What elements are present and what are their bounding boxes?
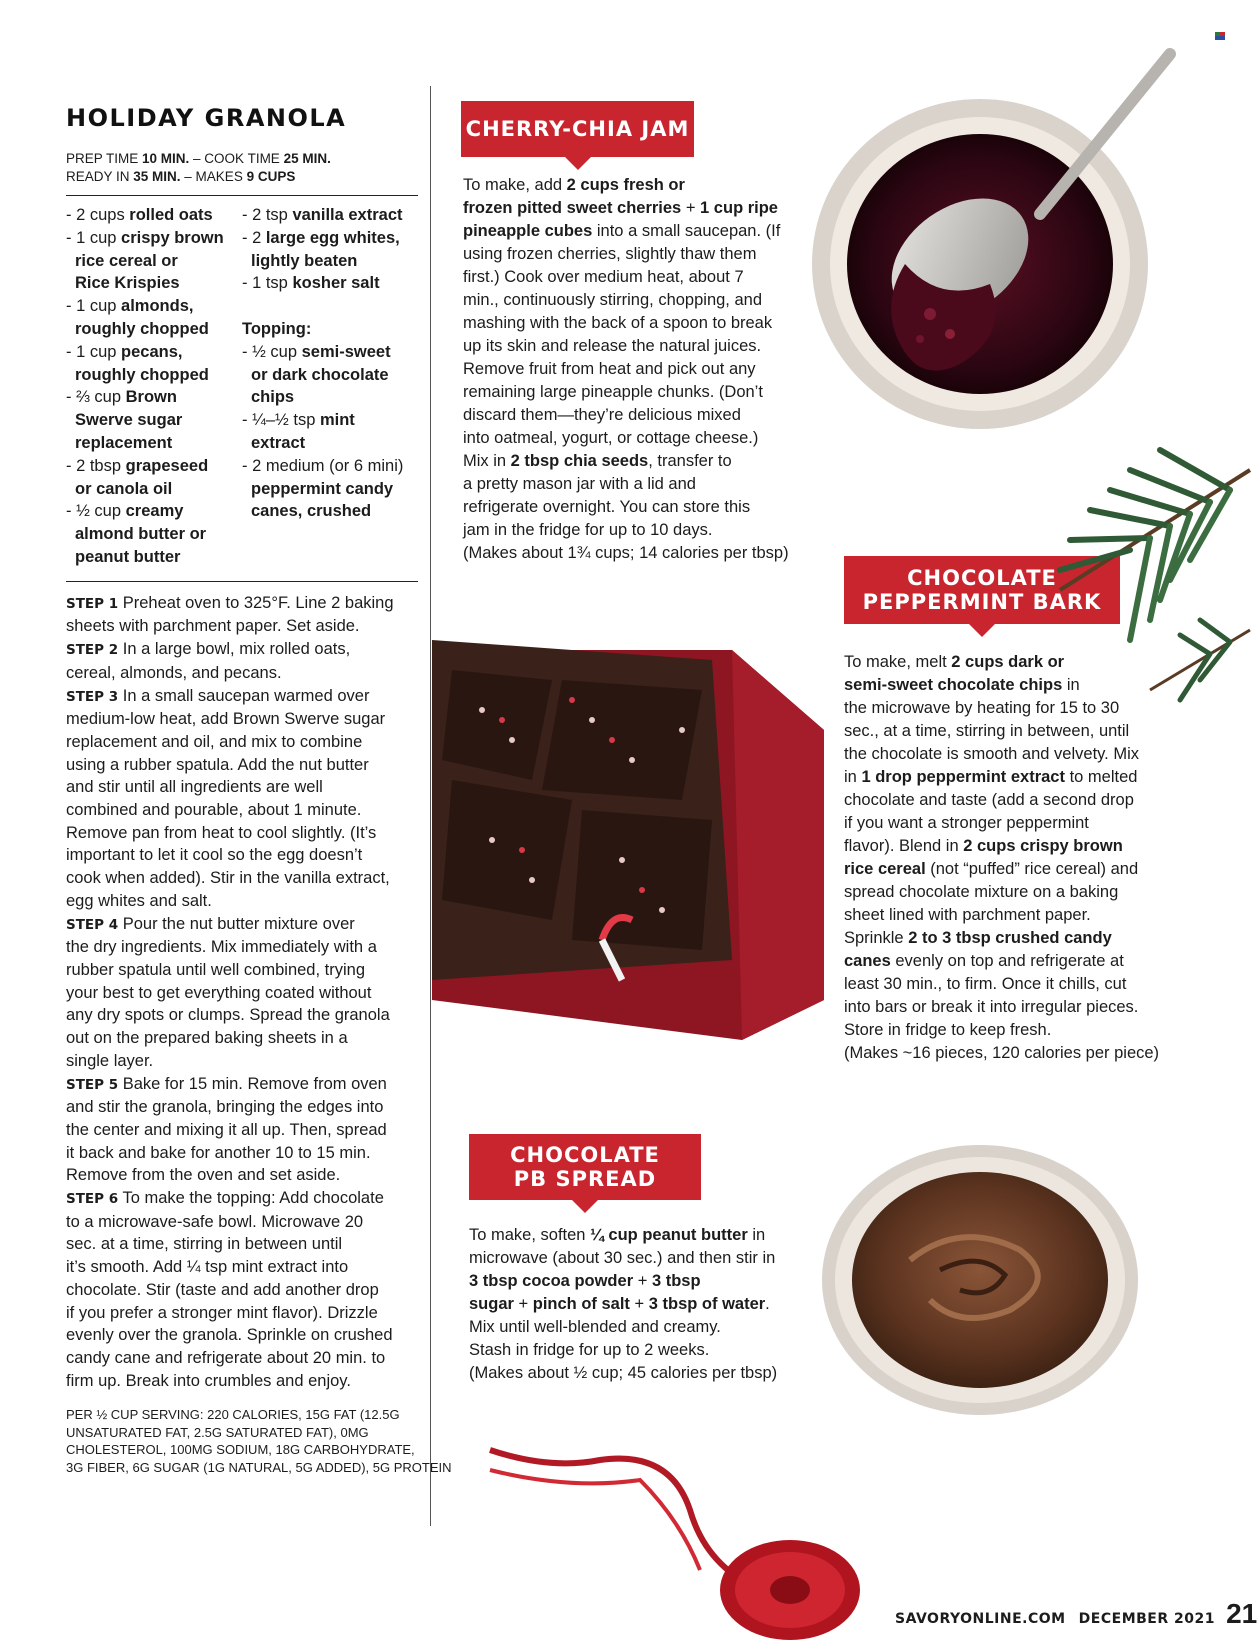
text-run: 3 tbsp of water xyxy=(648,1295,766,1313)
text-run: canes, crushed xyxy=(251,502,372,521)
body-line xyxy=(463,266,789,289)
ingredient-line xyxy=(242,341,418,364)
step-line xyxy=(66,1142,418,1165)
ingredient-line xyxy=(66,272,242,295)
body-line xyxy=(463,519,789,542)
text-run: 10 MIN. xyxy=(142,151,190,166)
site-url: SAVORYONLINE.COM xyxy=(895,1611,1066,1627)
text-run: discard them—they’re delicious mixed xyxy=(463,406,741,424)
text-run: To make, melt xyxy=(844,653,952,671)
ingredient-line xyxy=(66,432,242,455)
meta-line xyxy=(66,168,418,186)
step-text: and stir until all ingredients are well xyxy=(66,778,323,797)
text-run: a pretty mason jar with a lid and xyxy=(463,475,696,493)
text-run: least 30 min., to firm. Once it chills, cut xyxy=(844,975,1127,993)
text-run: chocolate and taste (add a second drop xyxy=(844,791,1134,809)
step-line xyxy=(66,1370,418,1393)
text-run: creamy xyxy=(125,502,184,521)
chocolate-pb-spread-jar-image xyxy=(820,1140,1180,1440)
step-line xyxy=(66,867,418,890)
cherry-chia-jam-text xyxy=(463,174,789,565)
text-run: - 2 medium (or 6 mini) xyxy=(242,456,404,475)
step-line xyxy=(66,1187,418,1211)
text-run: or dark chocolate xyxy=(251,365,389,384)
text-run: into bars or break it into irregular pieces. xyxy=(844,998,1139,1016)
step-text: medium-low heat, add Brown Swerve sugar xyxy=(66,710,386,729)
body-line xyxy=(469,1224,777,1247)
text-run: Brown xyxy=(125,388,177,407)
step-label: STEP 6 xyxy=(66,1191,119,1208)
step-text: Preheat oven to 325°F. Line 2 baking xyxy=(118,593,394,612)
text-run: sec., at a time, stirring in between, until xyxy=(844,722,1130,740)
page-footer xyxy=(895,1598,1257,1630)
text-run: (Makes ~16 pieces, 120 calories per piece) xyxy=(844,1044,1160,1062)
text-run: flavor). Blend in xyxy=(844,837,964,855)
body-line xyxy=(463,220,789,243)
text-run: grapeseed xyxy=(125,456,209,475)
text-run: into oatmeal, yogurt, or cottage cheese.) xyxy=(463,429,759,447)
body-line xyxy=(463,335,789,358)
body-line xyxy=(463,450,789,473)
text-run: jam in the fridge for up to 10 days. xyxy=(463,521,713,539)
text-run: if you want a stronger peppermint xyxy=(844,814,1089,832)
body-line xyxy=(463,427,789,450)
step-text: egg whites and salt. xyxy=(66,891,212,910)
body-line xyxy=(463,197,789,220)
step-line xyxy=(66,1119,418,1142)
ingredient-line xyxy=(66,250,242,273)
step-text: firm up. Break into crumbles and enjoy. xyxy=(66,1371,351,1390)
text-run: replacement xyxy=(75,433,173,452)
body-line xyxy=(844,881,1159,904)
body-line xyxy=(463,312,789,335)
text-run: 3 tbsp cocoa powder xyxy=(469,1272,634,1290)
step-text: Remove from the oven and set aside. xyxy=(66,1166,341,1185)
step-line xyxy=(66,685,418,709)
text-run: + xyxy=(629,1295,649,1313)
divider-rule xyxy=(66,581,418,582)
text-run: 2 cups dark or xyxy=(951,653,1065,671)
step-line xyxy=(66,1096,418,1119)
recipe-title: HOLIDAY GRANOLA xyxy=(66,104,347,132)
text-run: 1 drop peppermint extract xyxy=(861,768,1065,786)
text-run: peppermint candy xyxy=(251,479,394,498)
body-line xyxy=(463,542,789,565)
body-line xyxy=(844,789,1159,812)
step-line xyxy=(66,1279,418,1302)
text-run: extract xyxy=(251,433,306,452)
step-text: the center and mixing it all up. Then, spread xyxy=(66,1120,387,1139)
body-line xyxy=(463,473,789,496)
step-text: combined and pourable, about 1 minute. xyxy=(66,801,362,820)
pb-spread-tag xyxy=(469,1134,701,1200)
text-run: 9 CUPS xyxy=(246,169,296,184)
text-run: 35 MIN. xyxy=(133,169,181,184)
step-text: Pour the nut butter mixture over xyxy=(118,914,355,933)
body-line xyxy=(463,174,789,197)
text-run: , transfer to xyxy=(648,452,732,470)
text-run: . xyxy=(765,1295,770,1313)
ingredient-line xyxy=(242,364,418,387)
ingredient-line xyxy=(242,295,418,318)
text-run: mint xyxy=(319,411,355,430)
step-line xyxy=(66,1211,418,1234)
body-line xyxy=(469,1247,777,1270)
text-run: - ½ cup xyxy=(242,342,302,361)
ingredient-line xyxy=(66,318,242,341)
text-run: frozen pitted sweet cherries xyxy=(463,199,682,217)
text-run: min., continuously stirring, chopping, and xyxy=(463,291,762,309)
tag-line: CHOCOLATE xyxy=(510,1143,660,1167)
text-run: first.) Cook over medium heat, about 7 xyxy=(463,268,744,286)
step-text: your best to get everything coated without xyxy=(66,983,372,1002)
nutrition-line: CHOLESTEROL, 100MG SODIUM, 18G CARBOHYDRATE, xyxy=(66,1442,415,1458)
ingredient-line xyxy=(66,455,242,478)
text-run: PREP TIME xyxy=(66,151,143,166)
step-line xyxy=(66,844,418,867)
text-run: 1 cup ripe xyxy=(700,199,778,217)
body-line xyxy=(463,404,789,427)
recipe-steps xyxy=(66,592,418,1393)
body-line xyxy=(844,858,1159,881)
step-text: Remove pan from heat to cool slightly. (It’s xyxy=(66,823,377,842)
ingredient-line xyxy=(242,318,418,341)
text-run: sugar xyxy=(469,1295,514,1313)
step-line xyxy=(66,754,418,777)
step-label: STEP 1 xyxy=(66,595,119,612)
text-run: pinch of salt xyxy=(532,1295,630,1313)
peppermint-bark-tin-image xyxy=(432,640,824,1050)
step-text: and stir the granola, bringing the edges into xyxy=(66,1098,384,1117)
text-run: Topping: xyxy=(242,319,312,338)
text-run: up its skin and release the natural juices. xyxy=(463,337,762,355)
step-line xyxy=(66,1164,418,1187)
ingredients-left-column xyxy=(66,204,242,569)
step-text: out on the prepared baking sheets in a xyxy=(66,1029,348,1048)
text-run: 3 tbsp xyxy=(651,1272,701,1290)
text-run: (Makes about ½ cup; 45 calories per tbsp) xyxy=(469,1364,778,1382)
ingredient-line xyxy=(66,386,242,409)
nutrition-info xyxy=(66,1406,452,1476)
text-run: + xyxy=(513,1295,533,1313)
step-text: any dry spots or clumps. Spread the granola xyxy=(66,1006,390,1025)
text-run: To make, soften xyxy=(469,1226,591,1244)
ingredient-line xyxy=(242,272,418,295)
text-run: peanut butter xyxy=(75,547,181,566)
column-divider xyxy=(430,86,431,1526)
text-run: into a small saucepan. (If xyxy=(592,222,781,240)
step-text: important to let it cool so the egg doesn’t xyxy=(66,846,363,865)
body-line xyxy=(463,381,789,404)
ingredient-line xyxy=(242,409,418,432)
ingredient-line xyxy=(66,364,242,387)
text-run: 25 MIN. xyxy=(283,151,331,166)
body-line xyxy=(463,496,789,519)
step-line xyxy=(66,615,418,638)
granola-recipe xyxy=(66,104,452,1476)
text-run: evenly on top and refrigerate at xyxy=(890,952,1124,970)
body-line xyxy=(844,835,1159,858)
text-run: - 2 tbsp xyxy=(66,456,126,475)
ingredient-line xyxy=(66,204,242,227)
step-text: replacement and oil, and mix to combine xyxy=(66,732,363,751)
text-run: large egg whites, xyxy=(265,228,400,247)
ingredient-line xyxy=(66,227,242,250)
step-text: it’s smooth. Add ¼ tsp mint extract into xyxy=(66,1258,349,1277)
ingredient-line xyxy=(242,455,418,478)
body-line xyxy=(844,927,1159,950)
ingredient-line xyxy=(242,250,418,273)
divider-rule xyxy=(66,195,418,196)
step-text: chocolate. Stir (taste and add another drop xyxy=(66,1280,379,1299)
body-line xyxy=(844,766,1159,789)
step-text: evenly over the granola. Sprinkle on crushed xyxy=(66,1326,393,1345)
step-text: using a rubber spatula. Add the nut butter xyxy=(66,755,369,774)
body-line xyxy=(844,743,1159,766)
ingredient-line xyxy=(242,478,418,501)
text-run: Stash in fridge for up to 2 weeks. xyxy=(469,1341,710,1359)
cherry-jam-jar-image xyxy=(810,34,1180,434)
text-run: almonds, xyxy=(121,297,194,316)
text-run: in xyxy=(1062,676,1080,694)
step-line xyxy=(66,1027,418,1050)
text-run: to melted xyxy=(1064,768,1138,786)
tag-line: PEPPERMINT BARK xyxy=(862,590,1102,614)
ingredient-line xyxy=(66,341,242,364)
text-run: refrigerate overnight. You can store this xyxy=(463,498,751,516)
body-line xyxy=(844,720,1159,743)
peppermint-bark-text xyxy=(844,651,1159,1065)
step-line xyxy=(66,822,418,845)
step-line xyxy=(66,913,418,937)
text-run: canes xyxy=(844,952,891,970)
text-run: roughly chopped xyxy=(75,319,209,338)
step-text: rubber spatula until well combined, trying xyxy=(66,961,365,979)
step-text: sheets with parchment paper. Set aside. xyxy=(66,617,360,636)
text-run: or canola oil xyxy=(75,479,173,498)
ingredients-right-column xyxy=(242,204,418,569)
text-run: – COOK TIME xyxy=(189,151,284,166)
step-label: STEP 4 xyxy=(66,916,119,933)
body-line xyxy=(463,358,789,381)
text-run: - 1 cup xyxy=(66,342,122,361)
body-line xyxy=(844,904,1159,927)
nutrition-line: 3G FIBER, 6G SUGAR (1G NATURAL, 5G ADDED), 5G PROTEIN xyxy=(66,1459,452,1475)
step-label: STEP 3 xyxy=(66,688,119,705)
step-text: Bake for 15 min. Remove from oven xyxy=(118,1074,387,1093)
step-line xyxy=(66,982,418,1005)
text-run: - 2 xyxy=(242,228,266,247)
text-run: sheet lined with parchment paper. xyxy=(844,906,1091,924)
text-run: - 1 tsp xyxy=(242,274,293,293)
step-line xyxy=(66,1004,418,1027)
text-run: the microwave by heating for 15 to 30 xyxy=(844,699,1120,717)
ingredient-line xyxy=(242,386,418,409)
text-run: – MAKES xyxy=(180,169,247,184)
cherry-chia-jam-tag: CHERRY-CHIA JAM xyxy=(461,101,694,157)
text-run: rice cereal or xyxy=(75,251,178,270)
text-run: lightly beaten xyxy=(251,251,358,270)
text-run: chips xyxy=(251,388,295,407)
body-line xyxy=(463,243,789,266)
step-text: sec. at a time, stirring in between until xyxy=(66,1235,343,1254)
step-text: it back and bake for another 10 to 15 min. xyxy=(66,1143,371,1162)
tag-line: CHOCOLATE xyxy=(907,566,1057,590)
step-label: STEP 5 xyxy=(66,1076,119,1093)
step-line xyxy=(66,662,418,685)
body-line xyxy=(469,1316,777,1339)
text-run: in xyxy=(747,1226,766,1244)
body-line xyxy=(844,973,1159,996)
text-run: - 2 tsp xyxy=(242,206,293,224)
step-text: candy cane and refrigerate about 20 min. to xyxy=(66,1348,386,1367)
step-text: In a small saucepan warmed over xyxy=(118,686,370,705)
text-run: Sprinkle xyxy=(844,929,909,947)
ingredient-line xyxy=(242,500,418,523)
text-run: pecans, xyxy=(121,342,183,361)
step-text: if you prefer a stronger mint flavor). Drizzle xyxy=(66,1303,378,1322)
text-run: Mix until well-blended and creamy. xyxy=(469,1318,721,1336)
text-run: almond butter or xyxy=(75,525,207,544)
step-text: to a microwave-safe bowl. Microwave 20 xyxy=(66,1212,364,1231)
nutrition-line: PER ½ CUP SERVING: 220 CALORIES, 15G FAT (12.5G xyxy=(66,1407,400,1423)
text-run: rolled oats xyxy=(129,206,213,224)
text-run: To make, add xyxy=(463,176,567,194)
step-line xyxy=(66,959,418,982)
recipe-meta xyxy=(66,150,418,186)
text-run: Store in fridge to keep fresh. xyxy=(844,1021,1052,1039)
text-run: Swerve sugar xyxy=(75,411,183,430)
body-line xyxy=(463,289,789,312)
step-line xyxy=(66,1302,418,1325)
step-line xyxy=(66,776,418,799)
step-line xyxy=(66,708,418,731)
step-text: In a large bowl, mix rolled oats, xyxy=(118,640,351,659)
step-text: cook when added). Stir in the vanilla extract, xyxy=(66,869,390,888)
text-run: in xyxy=(844,768,862,786)
body-line xyxy=(844,950,1159,973)
step-label: STEP 2 xyxy=(66,642,119,659)
text-run: roughly chopped xyxy=(75,365,209,384)
step-line xyxy=(66,890,418,913)
step-text: single layer. xyxy=(66,1051,154,1070)
step-text: the dry ingredients. Mix immediately with a xyxy=(66,938,377,957)
text-run: 2 tbsp chia seeds xyxy=(510,452,649,470)
step-line xyxy=(66,638,418,662)
step-line xyxy=(66,799,418,822)
ingredient-line xyxy=(242,227,418,250)
text-run: 2 to 3 tbsp crushed candy xyxy=(908,929,1112,947)
text-run: Rice Krispies xyxy=(75,274,180,293)
ingredient-line xyxy=(66,478,242,501)
ingredient-line xyxy=(66,295,242,318)
text-run: - ½ cup xyxy=(66,502,126,521)
text-run: + xyxy=(681,199,701,217)
text-run: spread chocolate mixture on a baking xyxy=(844,883,1119,901)
text-run: the chocolate is smooth and velvety. Mix xyxy=(844,745,1140,763)
text-run: + xyxy=(633,1272,652,1290)
ingredient-line xyxy=(242,432,418,455)
step-line xyxy=(66,1073,418,1097)
body-line xyxy=(469,1270,777,1293)
ingredients xyxy=(66,204,418,569)
pine-branch-image xyxy=(1030,430,1250,710)
ingredient-line xyxy=(66,409,242,432)
step-line xyxy=(66,1050,418,1073)
body-line xyxy=(844,1042,1159,1065)
text-run: - ⅔ cup xyxy=(66,388,126,407)
step-text: To make the topping: Add chocolate xyxy=(118,1189,384,1208)
text-run: (not “puffed” rice cereal) and xyxy=(925,860,1139,878)
text-run: kosher salt xyxy=(292,274,380,293)
text-run: microwave (about 30 sec.) and then stir in xyxy=(469,1249,776,1267)
step-text: cereal, almonds, and pecans. xyxy=(66,663,282,682)
flag-icon xyxy=(1215,32,1225,40)
text-run: - 1 cup xyxy=(66,297,122,316)
text-run: 2 cups crispy brown xyxy=(963,837,1123,855)
text-run: - ¼–½ tsp xyxy=(242,411,320,430)
text-run: mashing with the back of a spoon to break xyxy=(463,314,773,332)
ingredient-line xyxy=(66,523,242,546)
body-line xyxy=(469,1339,777,1362)
step-line xyxy=(66,1233,418,1256)
text-run: - 2 cups xyxy=(66,206,130,224)
text-run: ¼ cup peanut butter xyxy=(590,1226,748,1244)
text-run: (Makes about 1¾ cups; 14 calories per tbsp) xyxy=(463,544,789,562)
text-run: pineapple cubes xyxy=(463,222,593,240)
step-line xyxy=(66,592,418,616)
body-line xyxy=(844,812,1159,835)
nutrition-line: UNSATURATED FAT, 2.5G SATURATED FAT), 0MG xyxy=(66,1424,369,1440)
red-ribbon-image xyxy=(490,1430,880,1641)
text-run: 2 cups fresh or xyxy=(566,176,685,194)
text-run: - 1 cup xyxy=(66,228,122,247)
ingredient-line xyxy=(66,500,242,523)
body-line xyxy=(469,1293,777,1316)
tag-line: PB SPREAD xyxy=(513,1167,657,1191)
step-line xyxy=(66,936,418,959)
step-line xyxy=(66,731,418,754)
body-line xyxy=(844,1019,1159,1042)
ingredient-line xyxy=(66,546,242,569)
text-run: rice cereal xyxy=(844,860,926,878)
page-number: 21 xyxy=(1226,1598,1257,1629)
text-run: semi-sweet chocolate chips xyxy=(844,676,1063,694)
text-run: remaining large pineapple chunks. (Don’t xyxy=(463,383,763,401)
step-line xyxy=(66,1347,418,1370)
text-run: using frozen cherries, slightly thaw them xyxy=(463,245,757,263)
body-line xyxy=(469,1362,777,1385)
text-run: Mix in xyxy=(463,452,511,470)
step-line xyxy=(66,1324,418,1347)
ingredient-line xyxy=(242,204,418,227)
text-run: crispy brown xyxy=(121,228,224,247)
body-line xyxy=(844,996,1159,1019)
text-run: semi-sweet xyxy=(301,342,391,361)
meta-line xyxy=(66,150,418,168)
step-line xyxy=(66,1256,418,1279)
text-run: vanilla extract xyxy=(292,206,403,224)
text-run: Remove fruit from heat and pick out any xyxy=(463,360,756,378)
pb-spread-text xyxy=(469,1224,777,1385)
issue-date: DECEMBER 2021 xyxy=(1078,1611,1215,1627)
text-run: READY IN xyxy=(66,169,134,184)
